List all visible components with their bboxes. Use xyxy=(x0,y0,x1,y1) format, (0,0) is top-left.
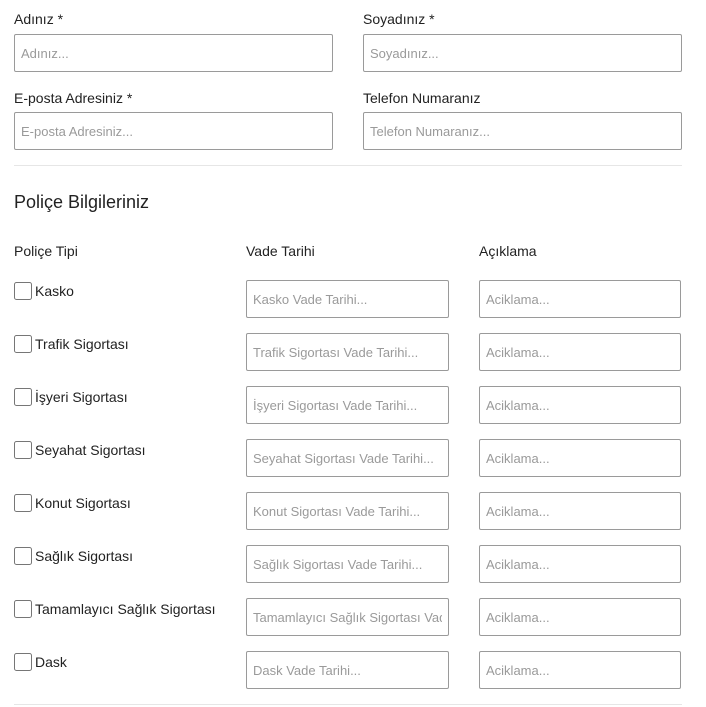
description-input[interactable] xyxy=(479,439,681,477)
due-date-input[interactable] xyxy=(246,492,449,530)
policy-row xyxy=(14,492,682,530)
due-date-input[interactable] xyxy=(246,598,449,636)
policy-type-label: İşyeri Sigortası xyxy=(35,389,128,405)
policy-row xyxy=(14,545,682,583)
due-date-input[interactable] xyxy=(246,439,449,477)
description-input[interactable] xyxy=(479,598,681,636)
due-date-input[interactable] xyxy=(246,545,449,583)
policy-checkbox[interactable] xyxy=(14,282,32,300)
policy-type-label: Konut Sigortası xyxy=(35,495,131,511)
policy-section-title: Poliçe Bilgileriniz xyxy=(14,192,150,212)
description-input[interactable] xyxy=(479,492,681,530)
policy-row xyxy=(14,333,682,371)
policy-row xyxy=(14,386,682,424)
policy-checkbox[interactable] xyxy=(14,335,32,353)
last-name-input[interactable] xyxy=(363,34,682,72)
due-date-header: Vade Tarihi xyxy=(246,243,315,259)
phone-label: Telefon Numaranız xyxy=(363,90,481,106)
description-input[interactable] xyxy=(479,333,681,371)
policy-checkbox[interactable] xyxy=(14,494,32,512)
policy-row xyxy=(14,280,682,318)
policy-checkbox[interactable] xyxy=(14,600,32,618)
policy-type-header: Poliçe Tipi xyxy=(14,243,78,259)
email-input[interactable] xyxy=(14,112,333,150)
policy-row xyxy=(14,439,682,477)
description-input[interactable] xyxy=(479,545,681,583)
policy-checkbox[interactable] xyxy=(14,547,32,565)
policy-type-label: Tamamlayıcı Sağlık Sigortası xyxy=(35,601,216,617)
due-date-input[interactable] xyxy=(246,280,449,318)
due-date-input[interactable] xyxy=(246,651,449,689)
first-name-input[interactable] xyxy=(14,34,333,72)
policy-checkbox[interactable] xyxy=(14,388,32,406)
section-divider xyxy=(14,165,682,166)
email-label: E-posta Adresiniz * xyxy=(14,90,133,106)
policy-type-label: Seyahat Sigortası xyxy=(35,442,146,458)
phone-input[interactable] xyxy=(363,112,682,150)
policy-type-label: Dask xyxy=(35,654,67,670)
first-name-label: Adınız * xyxy=(14,11,64,27)
policy-type-label: Trafik Sigortası xyxy=(35,336,129,352)
policy-type-label: Kasko xyxy=(35,283,74,299)
policy-checkbox[interactable] xyxy=(14,441,32,459)
due-date-input[interactable] xyxy=(246,386,449,424)
policy-type-label: Sağlık Sigortası xyxy=(35,548,134,564)
description-input[interactable] xyxy=(479,280,681,318)
policy-checkbox[interactable] xyxy=(14,653,32,671)
description-header: Açıklama xyxy=(479,243,537,259)
description-input[interactable] xyxy=(479,651,681,689)
last-name-label: Soyadınız * xyxy=(363,11,435,27)
policy-row xyxy=(14,598,682,636)
due-date-input[interactable] xyxy=(246,333,449,371)
description-input[interactable] xyxy=(479,386,681,424)
policy-row xyxy=(14,651,682,689)
bottom-divider xyxy=(14,704,682,705)
